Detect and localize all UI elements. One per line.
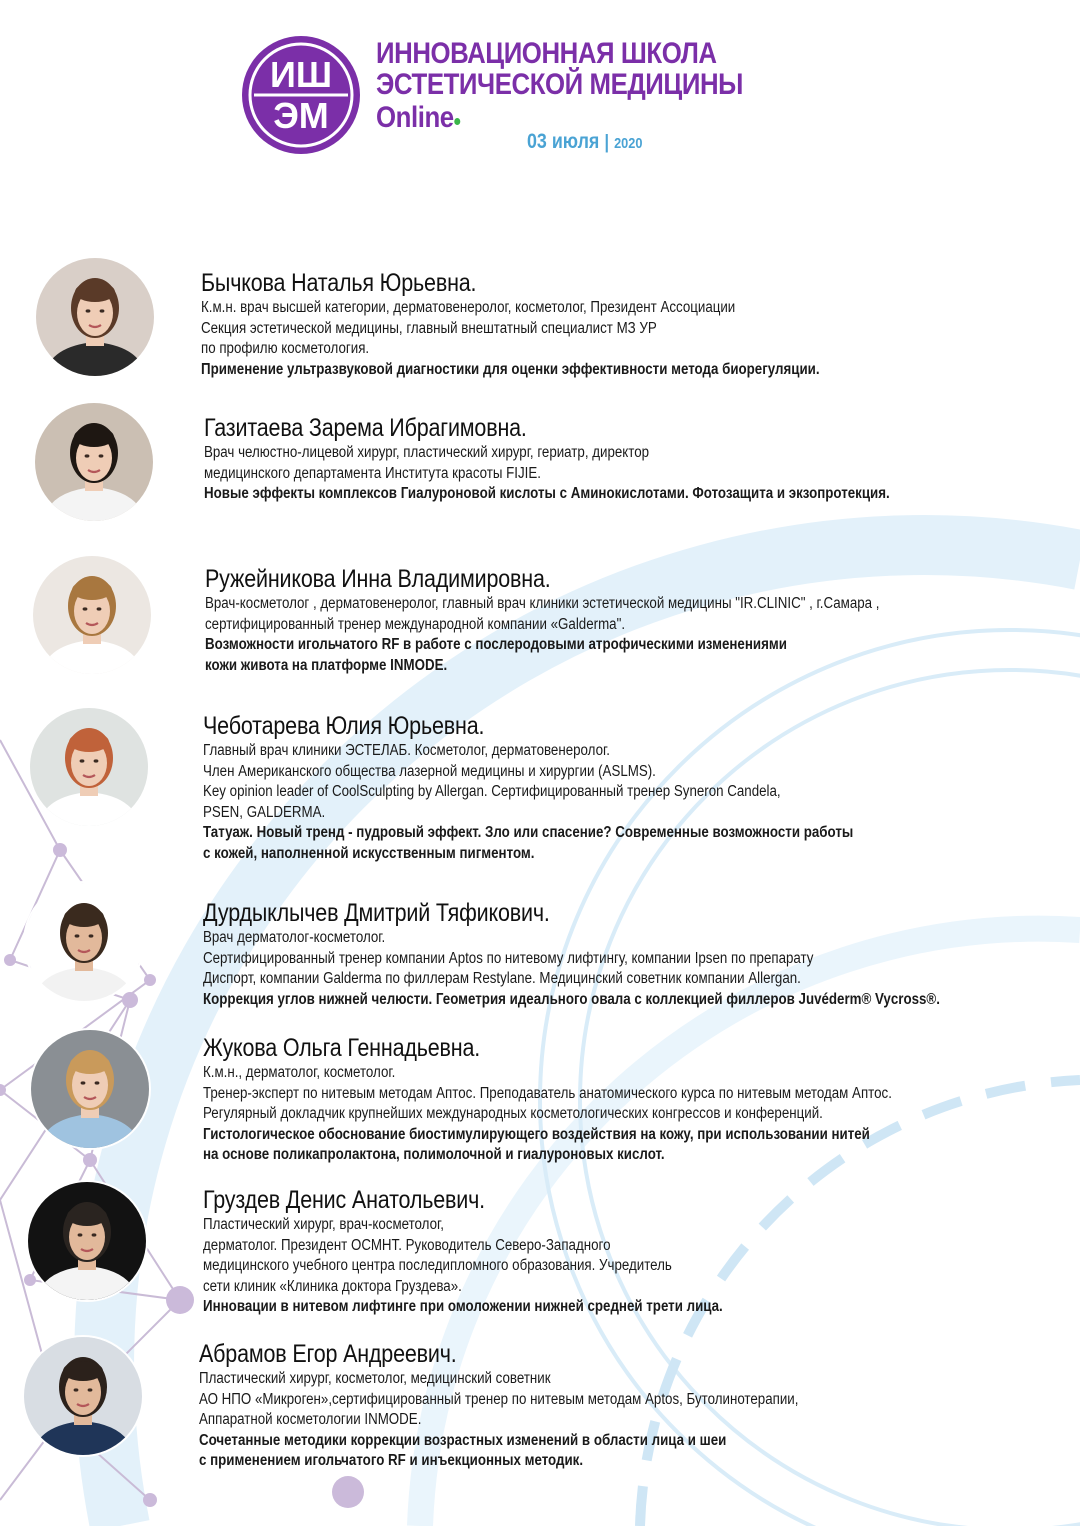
speaker-credential-line: Врач-косметолог , дерматовенеролог, главный врач клиники эстетической медицины "IR.CLINIC" , г.Самара , [205,595,880,612]
speaker-credential-line: Диспорт, компании Galderma по филлерам Restylane. Медицинский советник компании Allergan. [203,970,801,987]
brand-line-2: ЭСТЕТИЧЕСКОЙ МЕДИЦИНЫ [376,68,743,101]
speaker-info [205,564,1080,676]
speaker-photo [28,1182,146,1300]
event-date-separator: | [604,132,609,153]
speaker-topic-line: Инновации в нитевом лифтинге при омоложении нижней средней трети лица. [203,1298,723,1315]
brand-title [376,38,743,133]
speaker-photo [30,708,148,826]
speaker-info [203,1033,1080,1166]
speaker-topic-line: Гистологическое обоснование биостимулирующего воздействия на кожу, при использовании нитей [203,1125,870,1143]
event-date-year: 2020 [614,135,643,152]
speaker-credential-line: Член Американского общества лазерной медицины и хирургии (ASLMS). [203,762,656,780]
speaker-credential-line: Главный врач клиники ЭСТЕЛАБ. Косметолог, дерматовенеролог. [203,742,610,759]
speaker-card [0,1030,1080,1180]
speaker-topic-line: Новые эффекты комплексов Гиалуроновой кислоты с Аминокислотами. Фотозащита и экзопротекция. [204,485,890,502]
speaker-photo [25,883,143,1001]
speaker-info [204,413,1080,505]
logo-letters-bottom: ЭМ [273,95,329,136]
speaker-name: Бычкова Наталья Юрьевна. [201,269,477,297]
speaker-credential-line: сети клиник «Клиника доктора Груздева». [203,1277,462,1295]
online-dot-icon [455,118,461,125]
speaker-credential-line: Регулярный докладчик крупнейших международных косметологических конгрессов и конференций. [203,1105,823,1122]
speaker-credential-line: Секция эстетической медицины, главный внештатный специалист МЗ УР [201,319,657,337]
speaker-credential-line: Сертифицированный тренер компании Aptos по нитевому лифтингу, компании Ipsen по препарату [203,949,814,967]
speaker-name: Газитаева Зарема Ибрагимовна. [204,414,527,442]
speaker-credential-line: медицинского департамента Института красоты FIJIE. [204,464,541,482]
speaker-topic-line: с применением игольчатого RF и инъекционных методик. [199,1452,584,1469]
speaker-card [0,883,1080,1033]
header [0,0,1080,200]
speaker-name: Дурдыклычев Дмитрий Тяфикович. [203,899,550,927]
speaker-photo [31,1030,149,1148]
speaker-topic-line: Татуаж. Новый тренд - пудровый эффект. Зло или спасение? Современные возможности работы [203,824,854,841]
event-date-day: 03 июля [527,130,600,153]
speaker-info [203,711,1080,864]
speaker-credential-line: Key opinion leader of CoolSculpting by Allergan. Сертифицированный тренер Syneron Candela, [203,783,781,800]
speaker-credential-line: Врач челюстно-лицевой хирург, пластический хирург, гериатр, директор [204,444,650,461]
school-logo [240,34,362,156]
speaker-credential-line: АО НПО «Микроген»,сертифицированный тренер по нитевым методам Aptos, Бутолинотерапии, [199,1390,799,1408]
speaker-credential-line: Пластический хирург, врач-косметолог, [203,1216,444,1233]
speaker-name: Ружейникова Инна Владимировна. [205,565,551,593]
speaker-name: Чеботарева Юлия Юрьевна. [203,712,485,740]
speaker-info [203,1185,1080,1318]
speaker-info [199,1339,1080,1472]
speaker-card [0,1180,1080,1330]
brand-online-label: Online [376,101,454,134]
speaker-credential-line: Аппаратной косметологии INMODE. [199,1411,422,1428]
speaker-name: Груздев Денис Анатольевич. [203,1186,485,1214]
speaker-credential-line: К.м.н. врач высшей категории, дерматовенеролог, косметолог, Президент Ассоциации [201,299,736,316]
speaker-topic-line: Коррекция углов нижней челюсти. Геометрия идеального овала с коллекцией филлеров Juvéderm® Vycross®. [203,990,940,1008]
speaker-card [0,1335,1080,1485]
speaker-info [203,898,1080,1010]
speaker-name: Абрамов Егор Андреевич. [199,1340,457,1368]
speaker-photo [35,403,153,521]
speaker-credential-line: PSEN, GALDERMA. [203,803,326,821]
event-date [527,130,642,154]
speaker-credential-line: по профилю косметология. [201,340,370,357]
speaker-credential-line: Тренер-эксперт по нитевым методам Аптос. Преподаватель анатомического курса по нитевым методам Аптос. [203,1084,892,1102]
speaker-photo [33,556,151,674]
speaker-credential-line: К.м.н., дерматолог, косметолог. [203,1064,396,1081]
brand-online [376,102,743,133]
speaker-card [0,556,1080,706]
speaker-credential-line: дерматолог. Президент ОСМНТ. Руководитель Северо-Западного [203,1236,611,1254]
speaker-topic-line: на основе поликапролактона, полимолочной и гиалуроновых кислот. [203,1146,665,1163]
speaker-topic-line: Возможности игольчатого RF в работе с послеродовыми атрофическими изменениями [205,636,787,653]
brand-line-1: ИННОВАЦИОННАЯ ШКОЛА [376,37,717,70]
speaker-topic-line: с кожей, наполненной искусственным пигментом. [203,844,535,862]
speaker-photo [36,258,154,376]
speaker-topic-line: Применение ультразвуковой диагностики для оценки эффективности метода биорегуляции. [201,360,820,378]
speaker-info [201,268,1080,380]
speaker-name: Жукова Ольга Геннадьевна. [203,1034,481,1062]
logo-letters-top: ИШ [269,54,333,95]
speaker-credential-line: Пластический хирург, косметолог, медицинский советник [199,1370,551,1387]
speaker-card [0,403,1080,553]
speaker-card [0,708,1080,862]
speaker-card [0,258,1080,408]
speaker-credential-line: Врач дерматолог-косметолог. [203,929,386,946]
speaker-photo [24,1337,142,1455]
speaker-topic-line: кожи живота на платформе INMODE. [205,656,448,674]
speaker-topic-line: Сочетанные методики коррекции возрастных изменений в области лица и шеи [199,1431,727,1449]
speaker-credential-line: медицинского учебного центра последипломного образования. Учредитель [203,1257,672,1274]
speaker-credential-line: сертифицированный тренер международной компании «Galderma". [205,615,626,633]
